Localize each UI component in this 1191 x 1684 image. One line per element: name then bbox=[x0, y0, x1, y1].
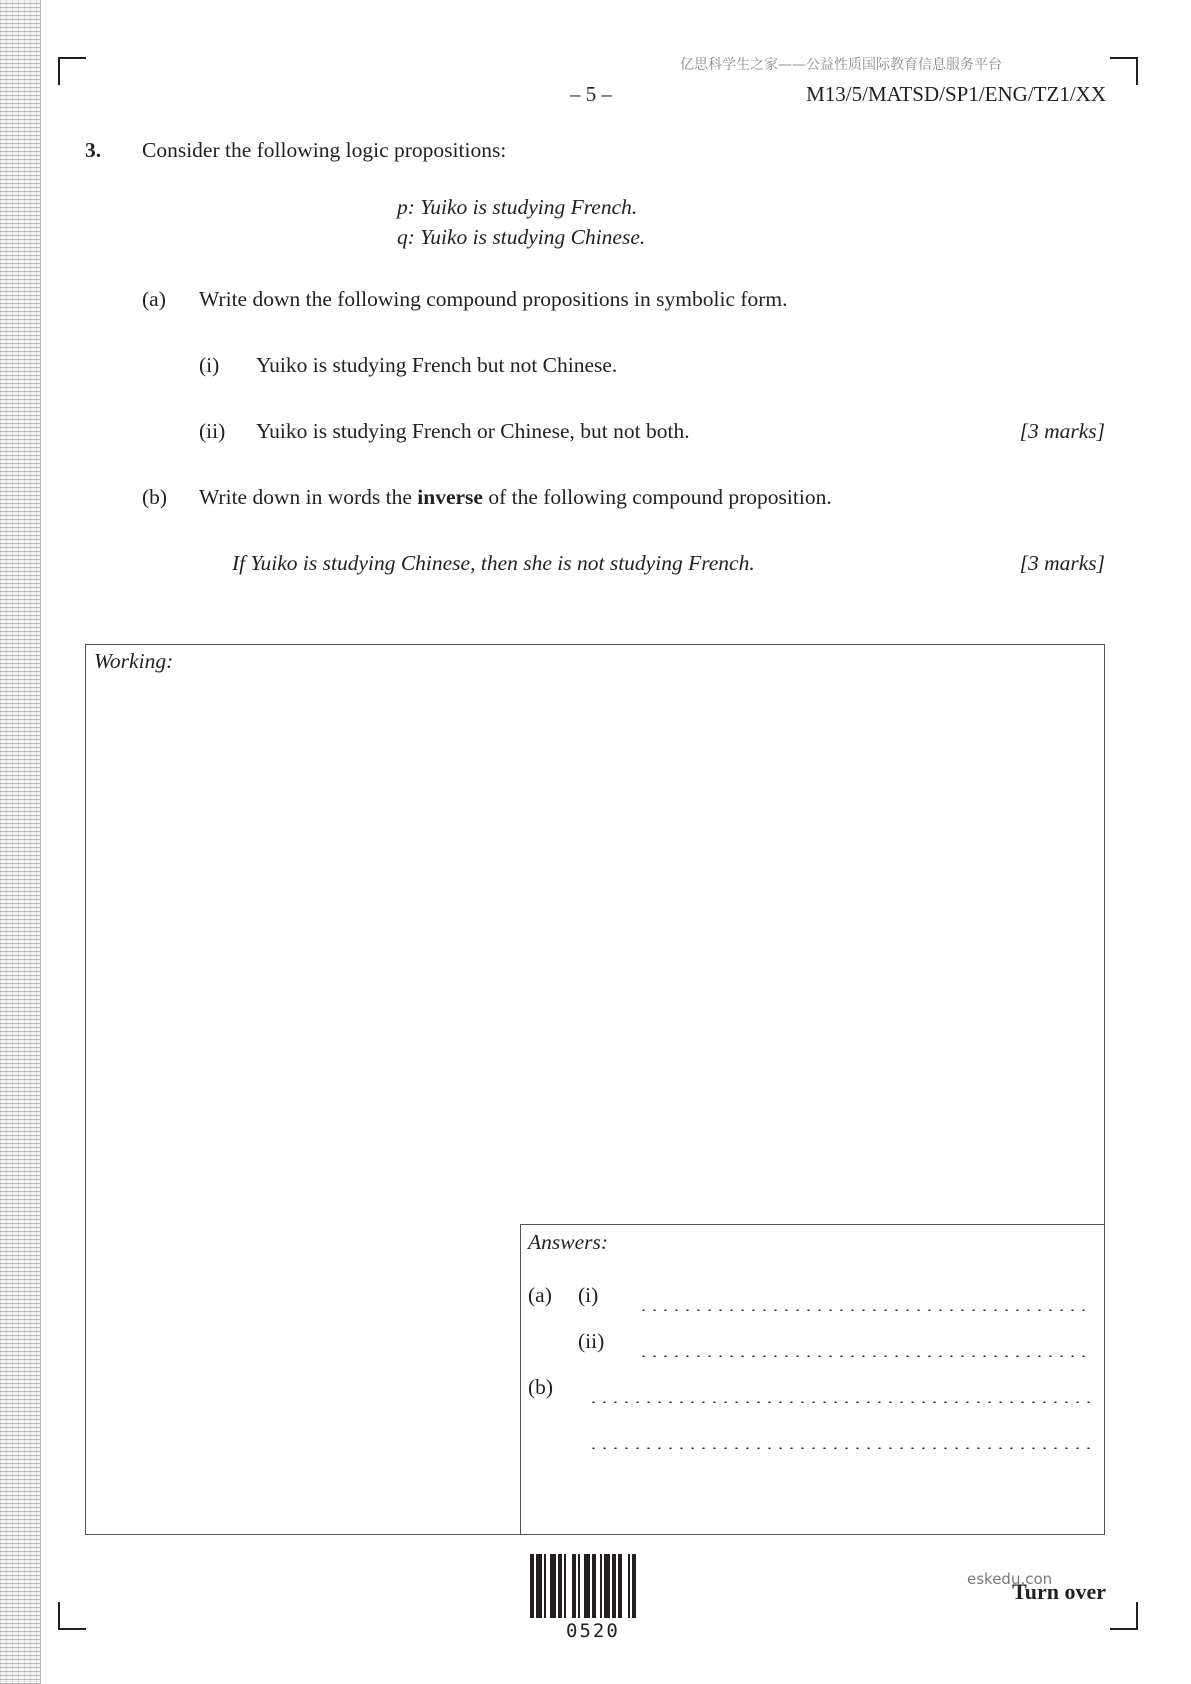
barcode-bar bbox=[564, 1554, 566, 1618]
barcode-bar bbox=[558, 1554, 562, 1618]
barcode-bar bbox=[530, 1554, 534, 1618]
answer-line-a-i[interactable] bbox=[528, 1283, 1098, 1313]
barcode-bar bbox=[604, 1554, 610, 1618]
barcode-bar bbox=[592, 1554, 596, 1618]
part-b-text-before: Write down in words the bbox=[199, 485, 418, 509]
question-intro: Consider the following logic propositions: bbox=[142, 138, 507, 162]
header-watermark: 亿思科学生之家——公益性质国际教育信息服务平台 bbox=[680, 57, 1002, 73]
part-b-text bbox=[199, 485, 832, 510]
site-watermark: eskedu.con bbox=[967, 1570, 1053, 1588]
crop-mark-bottom-right bbox=[1110, 1602, 1138, 1630]
part-a-ii-text: Yuiko is studying French or Chinese, but not both. bbox=[256, 419, 690, 443]
page-edge-strip bbox=[0, 0, 41, 1684]
paper-code: M13/5/MATSD/SP1/ENG/TZ1/XX bbox=[806, 82, 1106, 106]
working-label: Working: bbox=[94, 649, 174, 673]
barcode-number: 0520 bbox=[566, 1620, 620, 1642]
barcode-bar bbox=[584, 1554, 590, 1618]
part-b-keyword: inverse bbox=[417, 485, 483, 509]
barcode-bar bbox=[572, 1554, 576, 1618]
barcode-bar bbox=[628, 1554, 630, 1618]
part-b-marks: [3 marks] bbox=[1019, 551, 1105, 575]
barcode bbox=[530, 1554, 662, 1618]
answer-line-b-1[interactable] bbox=[528, 1375, 1098, 1405]
part-a-i-label: (i) bbox=[199, 353, 220, 377]
proposition-q-var: q bbox=[397, 225, 408, 249]
part-a-text: Write down the following compound propositions in symbolic form. bbox=[199, 287, 788, 311]
answers-box bbox=[520, 1224, 1105, 1535]
part-a-i-text: Yuiko is studying French but not Chinese. bbox=[256, 353, 618, 377]
part-a-ii-label: (ii) bbox=[199, 419, 226, 443]
part-a-label: (a) bbox=[142, 287, 166, 311]
answers-label: Answers: bbox=[528, 1230, 609, 1254]
crop-mark-top-right bbox=[1110, 57, 1138, 85]
part-b-label: (b) bbox=[142, 485, 168, 509]
answer-a-ii-label: (ii) bbox=[578, 1329, 605, 1353]
turn-over-label: Turn over bbox=[1012, 1579, 1106, 1604]
barcode-bar bbox=[550, 1554, 556, 1618]
proposition-q bbox=[397, 225, 645, 250]
barcode-bar bbox=[578, 1554, 580, 1618]
answer-a-i-dots bbox=[638, 1309, 1090, 1311]
barcode-bar bbox=[544, 1554, 546, 1618]
barcode-bar bbox=[632, 1554, 636, 1618]
barcode-bar bbox=[612, 1554, 616, 1618]
answer-line-a-ii[interactable] bbox=[528, 1329, 1098, 1359]
part-a-marks: [3 marks] bbox=[1019, 419, 1105, 443]
question-number: 3. bbox=[85, 138, 102, 162]
answer-a-ii-dots bbox=[638, 1355, 1090, 1357]
part-b-statement: If Yuiko is studying Chinese, then she is not studying French. bbox=[232, 551, 755, 575]
crop-mark-top-left bbox=[58, 57, 86, 85]
crop-mark-bottom-left bbox=[58, 1602, 86, 1630]
proposition-p-text: : Yuiko is studying French. bbox=[407, 195, 638, 219]
barcode-bar bbox=[600, 1554, 602, 1618]
barcode-bar bbox=[618, 1554, 622, 1618]
part-b-text-after: of the following compound proposition. bbox=[482, 485, 832, 509]
barcode-bar bbox=[536, 1554, 542, 1618]
proposition-p bbox=[397, 195, 637, 220]
answer-line-b-2[interactable] bbox=[528, 1421, 1098, 1451]
page-number: – 5 – bbox=[570, 82, 612, 106]
proposition-p-var: p bbox=[397, 195, 408, 219]
answer-a-i-label: (i) bbox=[578, 1283, 599, 1307]
proposition-q-text: : Yuiko is studying Chinese. bbox=[407, 225, 646, 249]
answer-b-dots-1 bbox=[588, 1401, 1090, 1403]
answer-b-dots-2 bbox=[588, 1447, 1090, 1449]
answer-a-label: (a) bbox=[528, 1283, 552, 1307]
answer-b-label: (b) bbox=[528, 1375, 554, 1399]
